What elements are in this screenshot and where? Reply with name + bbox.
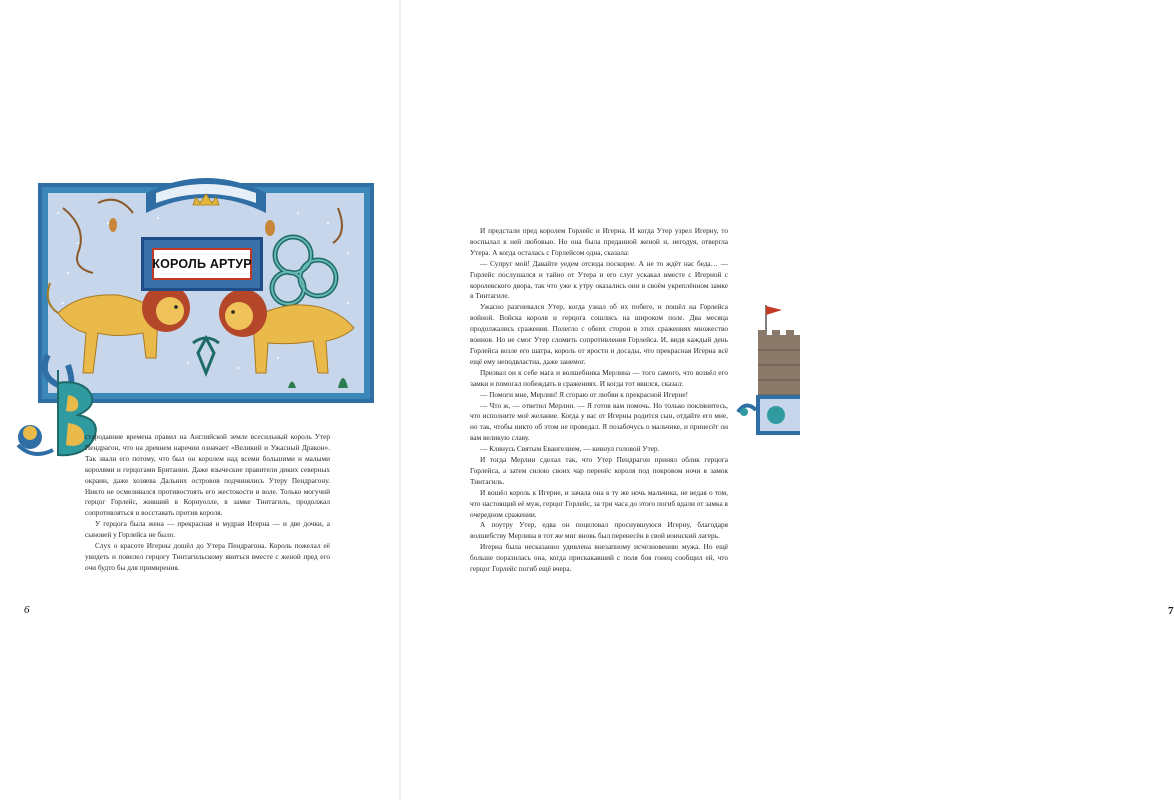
page-number-right: 7 <box>1168 605 1174 617</box>
right-page <box>400 0 1174 800</box>
castle-illustration <box>738 300 800 450</box>
paragraph: — Супруг мой! Давайте уедем отсюда поскорее. А не то ждёт нас беда… — Горлейс послушался и тайно от Утера и его слуг ускакал вместе с Игерной с королевского двора, так что уже к утру оказались они в своём укреплённом замке в Тинтагиле. <box>470 258 728 301</box>
paragraph: У герцога была жена — прекрасная и мудрая Игерна — и две дочки, а сыновей у Горлейса не было. <box>85 519 330 540</box>
paragraph: Слух о красоте Игерны дошёл до Утера Пендрагона. Король пожелал её увидеть и повелел герцогу Тинтагильскому явиться вместе с женой пред его очи будто бы для примирения. <box>85 541 330 572</box>
paragraph: — Что ж, — ответил Мерлин. — Я готов вам помочь. Но только поклянитесь, что исполните моё желание. Когда у вас от Игерны родится сын, отдайте его мне, но так, чтобы никто об этом не проведал. Я позабочусь о мальчике, и принесёт он вам великую славу. <box>470 400 728 443</box>
left-page <box>0 0 400 800</box>
right-body-text <box>470 226 728 575</box>
paragraph: — Клянусь Святым Евангелием, — кивнул головой Утер. <box>480 444 660 454</box>
paragraph: И предстали пред королем Горлейс и Игерна. И когда Утер узрел Игерну, то воспылал к ней любовью. Но она была преданной женой и, негодуя, отвергла Утера. А когда осталась с Горлейсом одна, сказала: <box>470 226 728 257</box>
paragraph: — Помоги мне, Мерлин! Я сгораю от любви к прекрасной Игерне! <box>480 389 689 399</box>
paragraph: И тогда Мерлин сделал так, что Утер Пендрагон принял облик герцога Горлейса, а затем силою своих чар перенёс короля под покровом ночи в замок Тинтагиль. <box>470 455 728 486</box>
paragraph: стародавние времена правил на Английской земле всесильный король Утер Пендрагон, что на древнем наречии означает «Великий и Ужасный Дракон». Так звали его потому, что был он королем над всеми большими и малыми королями и герцогами Британии. Даже языческие правители диких северных окраин, даже хозяева Дальних островов подчинялись Утеру Пендрагону. Никто не осмеливался противостоять его жестокости и воле. Только могучий герцог Горлейс, живший в Корнуолле, в замке Тинтагиль, продолжал сопротивляться и восставать против короля. <box>85 432 330 518</box>
paragraph: Игерна была несказанно удивлена внезапному исчезновению мужа. Но ещё больше поразилась она, когда прискакавший с поля боя гонец сообщил ей, что герцог Горлейс погиб ещё вчера. <box>470 542 728 574</box>
paragraph: И вошёл король к Игерне, и зачала она в ту же ночь мальчика, не ведая о том, что настоящий её муж, герцог Горлейс, за три часа до этого погиб вдали от замка в очередном сражении. <box>470 487 728 519</box>
paragraph: Ужасно разгневался Утер, когда узнал об их побеге, и пошёл на Горлейса войной. Войска короля и герцога сошлись на широком поле. Два месяца продолжались сражения. Полегло с обеих сторон в этих сражениях множество воинов. Но не смог Утер сломить сопротивления Горлейса. И, видя каждый день Горлейса возле его шатра, король от ярости и досады, что прекрасная Игерна всё ещё ему неподвластна, даже занемог. <box>470 302 728 366</box>
book-title: КОРОЛЬ АРТУР <box>152 257 252 271</box>
page-number-left: 6 <box>24 604 30 616</box>
left-body-text <box>85 432 330 574</box>
paragraph: А поутру Утер, едва он поцеловал проснувшуюся Игерну, благодаря волшебству Мерлина в тот же миг вновь был перенесён в свой воинский лагерь. <box>470 520 728 541</box>
paragraph: Призвал он к себе мага и волшебника Мерлина — того самого, что возвёл его замки и помогал побеждать в сражениях. И когда тот явился, сказал: <box>470 367 728 388</box>
title-plate <box>141 237 263 291</box>
